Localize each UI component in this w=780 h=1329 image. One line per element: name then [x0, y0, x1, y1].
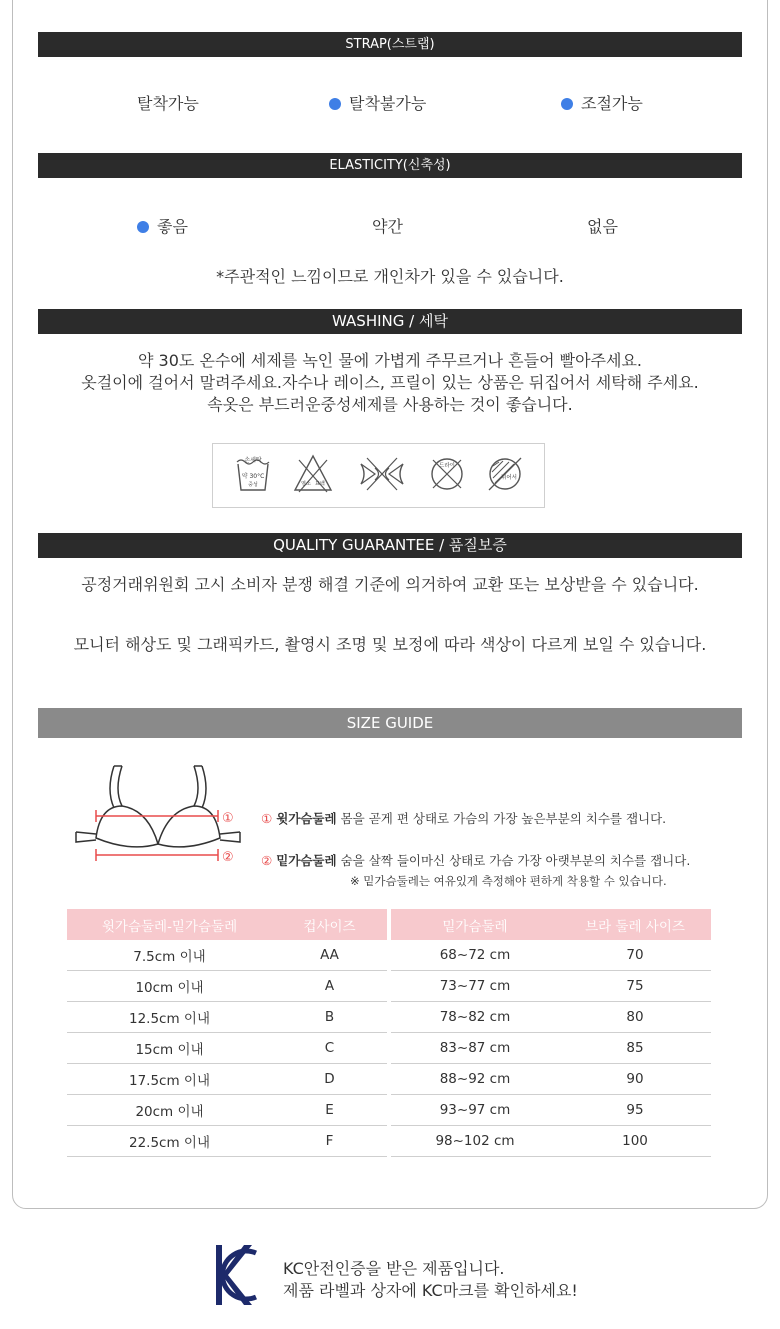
table-row [67, 940, 387, 971]
table-cell: 10cm 이내 [67, 971, 272, 1002]
washing-header: WASHING / 세탁 [38, 309, 742, 334]
table-row [67, 1002, 387, 1033]
table-cell: 90 [559, 1064, 711, 1095]
svg-text:염소: 염소 [301, 481, 311, 487]
table-row [67, 1126, 387, 1157]
under-bust-tip: ※ 밑가슴둘레는 여유있게 측정해야 편하게 착용할 수 있습니다. [350, 874, 667, 888]
table-cell: F [272, 1126, 387, 1157]
cup-size-table [67, 909, 387, 1157]
table-cell: 100 [559, 1126, 711, 1157]
table-cell: 73~77 cm [391, 971, 559, 1002]
table-cell: 17.5cm 이내 [67, 1064, 272, 1095]
table-row [391, 1002, 711, 1033]
strap-option-detachable: 탈착가능 [137, 94, 199, 113]
svg-text:약 30°C: 약 30°C [241, 473, 265, 480]
bra-measurement-diagram [70, 760, 250, 870]
washing-icons-box [212, 443, 545, 508]
table-header: 브라 둘레 사이즈 [559, 909, 711, 940]
table-cell: 98~102 cm [391, 1126, 559, 1157]
table-row [391, 1064, 711, 1095]
under-bust-note: ② 밑가슴둘레 숨을 살짝 들이마신 상태로 가슴 가장 아랫부분의 치수를 잽니다. [261, 853, 691, 868]
table-cell: 83~87 cm [391, 1033, 559, 1064]
table-cell: 68~72 cm [391, 940, 559, 971]
strap-header: STRAP(스트랩) [38, 32, 742, 57]
table-cell: 93~97 cm [391, 1095, 559, 1126]
table-cell: 12.5cm 이내 [67, 1002, 272, 1033]
svg-text:손세탁: 손세탁 [244, 457, 262, 464]
washing-line-1: 약 30도 온수에 세제를 녹인 물에 가볍게 주무르거나 흔들어 빨아주세요. [138, 351, 642, 370]
no-wring-icon [357, 452, 407, 496]
table-cell: 20cm 이내 [67, 1095, 272, 1126]
table-row [391, 1033, 711, 1064]
kc-line-2: 제품 라벨과 상자에 KC마크를 확인하세요! [283, 1281, 578, 1300]
svg-text:②: ② [222, 850, 234, 865]
svg-text:드라이: 드라이 [439, 463, 455, 469]
svg-text:표백: 표백 [315, 481, 325, 487]
size-guide-header: SIZE GUIDE [38, 708, 742, 738]
kc-line-1: KC안전인증을 받은 제품입니다. [283, 1259, 505, 1278]
table-cell: 85 [559, 1033, 711, 1064]
table-cell: D [272, 1064, 387, 1095]
table-row [67, 1033, 387, 1064]
strap-option-adjustable: 조절가능 [561, 91, 643, 114]
no-bleach-icon [291, 452, 335, 496]
no-tumble-dry-icon [483, 452, 527, 496]
table-cell: C [272, 1033, 387, 1064]
band-size-table [391, 909, 711, 1157]
elasticity-option-none: 없음 [587, 217, 618, 236]
quality-line-2: 모니터 해상도 및 그래픽카드, 촬영시 조명 및 보정에 따라 색상이 다르게 보일 수 있습니다. [73, 635, 707, 654]
selected-dot-icon [137, 221, 149, 233]
table-row [391, 1126, 711, 1157]
table-header: 밑가슴둘레 [391, 909, 559, 940]
elasticity-option-good: 좋음 [137, 214, 188, 237]
table-cell: AA [272, 940, 387, 971]
table-cell: 80 [559, 1002, 711, 1033]
table-cell: 7.5cm 이내 [67, 940, 272, 971]
svg-text:①: ① [222, 811, 234, 826]
svg-text:뉘어서: 뉘어서 [501, 475, 517, 481]
quality-line-1: 공정거래위원회 고시 소비자 분쟁 해결 기준에 의거하여 교환 또는 보상받을 수 있습니다. [81, 575, 699, 594]
table-cell: 70 [559, 940, 711, 971]
table-row [67, 971, 387, 1002]
table-cell: 75 [559, 971, 711, 1002]
table-row [391, 1095, 711, 1126]
table-cell: A [272, 971, 387, 1002]
quality-header: QUALITY GUARANTEE / 품질보증 [38, 533, 742, 558]
washing-line-2: 옷걸이에 걸어서 말려주세요.자수나 레이스, 프릴이 있는 상품은 뒤집어서 세탁해 주세요. [81, 373, 699, 392]
table-header: 윗가슴둘레-밑가슴둘레 [67, 909, 272, 940]
table-row [391, 971, 711, 1002]
table-row [391, 940, 711, 971]
upper-bust-note: ① 윗가슴둘레 몸을 곧게 편 상태로 가슴의 가장 높은부분의 치수를 잽니다. [261, 811, 667, 826]
selected-dot-icon [329, 98, 341, 110]
table-header: 컵사이즈 [272, 909, 387, 940]
table-cell: E [272, 1095, 387, 1126]
table-cell: 22.5cm 이내 [67, 1126, 272, 1157]
table-cell: 78~82 cm [391, 1002, 559, 1033]
elasticity-note: *주관적인 느낌이므로 개인차가 있을 수 있습니다. [216, 267, 564, 286]
table-cell: B [272, 1002, 387, 1033]
table-cell: 95 [559, 1095, 711, 1126]
hand-wash-icon [233, 452, 273, 496]
kc-certification-icon [214, 1243, 258, 1307]
table-row [67, 1095, 387, 1126]
selected-dot-icon [561, 98, 573, 110]
elasticity-option-slight: 약간 [372, 217, 403, 236]
table-cell: 15cm 이내 [67, 1033, 272, 1064]
table-row [67, 1064, 387, 1095]
table-cell: 88~92 cm [391, 1064, 559, 1095]
elasticity-header: ELASTICITY(신축성) [38, 153, 742, 178]
washing-line-3: 속옷은 부드러운중성세제를 사용하는 것이 좋습니다. [207, 395, 573, 414]
strap-option-non-detachable: 탈착불가능 [329, 91, 426, 114]
svg-text:중성: 중성 [248, 482, 258, 488]
no-dry-clean-icon [427, 452, 467, 496]
